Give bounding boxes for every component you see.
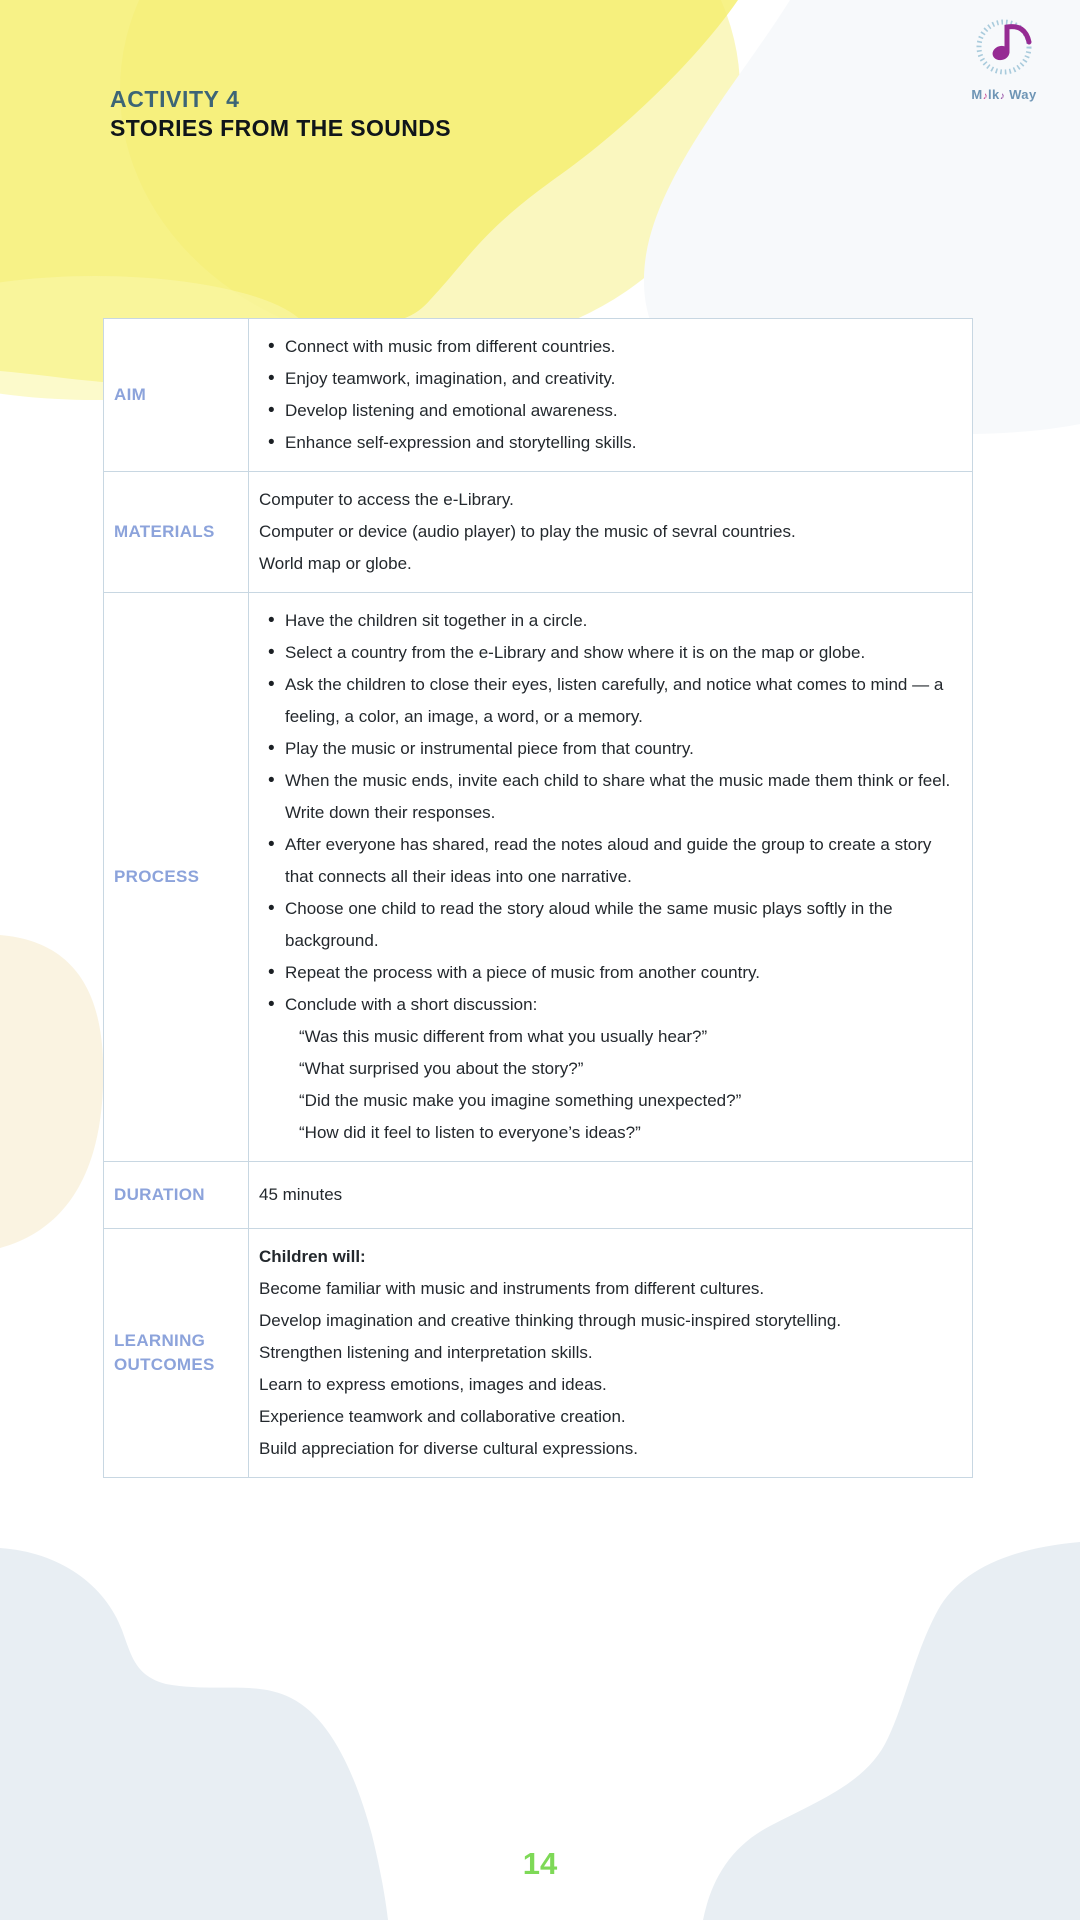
text-line: World map or globe. — [259, 554, 412, 573]
bullet-item: • Have the children sit together in a circle. — [285, 605, 956, 637]
row-content-aim — [249, 319, 972, 471]
text-line: Strengthen listening and interpretation skills. — [259, 1343, 593, 1362]
bullet-item: • Enhance self-expression and storytelling skills. — [285, 427, 956, 459]
bullet-item: • Enjoy teamwork, imagination, and creativity. — [285, 363, 956, 395]
cream-blob — [0, 935, 103, 1248]
bullet-item: • Develop listening and emotional awareness. — [285, 395, 956, 427]
row-label-materials: MATERIALS — [104, 472, 249, 592]
table-row-materials — [104, 471, 972, 592]
bullet-item: • After everyone has shared, read the notes aloud and guide the group to create a story that connects all their ideas into one narrative. — [285, 829, 956, 893]
row-content-duration — [249, 1162, 972, 1228]
row-content-materials — [249, 472, 972, 592]
text-line: Experience teamwork and collaborative creation. — [259, 1407, 626, 1426]
activity-label: ACTIVITY 4 — [110, 86, 240, 112]
bullet-item: • Select a country from the e-Library and show where it is on the map or globe. — [285, 637, 956, 669]
bullet-item: • Choose one child to read the story aloud while the same music plays softly in the background. — [285, 893, 956, 957]
bullet-item: • When the music ends, invite each child to share what the music made them think or feel. Write down their responses. — [285, 765, 956, 829]
table-row-duration — [104, 1161, 972, 1228]
bullet-item: • Play the music or instrumental piece from that country. — [285, 733, 956, 765]
page-header — [110, 86, 451, 142]
music-note-icon — [971, 14, 1037, 80]
row-content-process — [249, 593, 972, 1161]
text-line: Become familiar with music and instruments from different cultures. — [259, 1279, 765, 1298]
text-line: Build appreciation for diverse cultural expressions. — [259, 1439, 638, 1458]
row-label-aim: AIM — [104, 319, 249, 471]
bullet-item: • Repeat the process with a piece of music from another country. — [285, 957, 956, 989]
page-title: STORIES FROM THE SOUNDS — [110, 115, 452, 141]
lead-line: Children will: — [259, 1247, 366, 1266]
activity-table — [103, 318, 973, 1478]
text-line: 45 minutes — [259, 1185, 343, 1204]
bullet-list — [259, 331, 956, 459]
text-line: Computer or device (audio player) to play the music of sevral countries. — [259, 522, 796, 541]
table-row-learning-outcomes — [104, 1228, 972, 1477]
row-label-duration: DURATION — [104, 1162, 249, 1228]
text-line: Develop imagination and creative thinking through music-inspired storytelling. — [259, 1311, 842, 1330]
table-row-aim — [104, 319, 972, 471]
text-line: Computer to access the e-Library. — [259, 490, 514, 509]
brand-logo — [948, 14, 1060, 102]
bullet-item: • Ask the children to close their eyes, listen carefully, and notice what comes to mind — a feeling, a color, an image, a word, or a memory. — [285, 669, 956, 733]
brand-name: M♪lk♪ Way — [971, 87, 1037, 102]
row-content-learning-outcomes — [249, 1229, 972, 1477]
discussion-question: “Did the music make you imagine something unexpected?” — [299, 1091, 742, 1110]
bullet-item: • Conclude with a short discussion: “Was this music different from what you usually hear?” “What surprised you about the story?” “Did the music make you imagine something unexpected?” “How did it feel to listen to everyone’s ideas?” — [285, 989, 956, 1149]
discussion-question: “How did it feel to listen to everyone’s ideas?” — [299, 1123, 641, 1142]
note-glyph-1: ♪ — [982, 91, 989, 102]
page-number: 14 — [522, 1846, 558, 1881]
bullet-list — [259, 605, 956, 1149]
row-label-learning-outcomes: LEARNING OUTCOMES — [104, 1229, 249, 1477]
row-label-process: PROCESS — [104, 593, 249, 1161]
text-line: Learn to express emotions, images and ideas. — [259, 1375, 607, 1394]
discussion-question: “What surprised you about the story?” — [299, 1059, 584, 1078]
bullet-item: • Connect with music from different countries. — [285, 331, 956, 363]
table-row-process — [104, 592, 972, 1161]
note-glyph-2: ♪ — [999, 91, 1006, 102]
discussion-question: “Was this music different from what you usually hear?” — [299, 1027, 708, 1046]
